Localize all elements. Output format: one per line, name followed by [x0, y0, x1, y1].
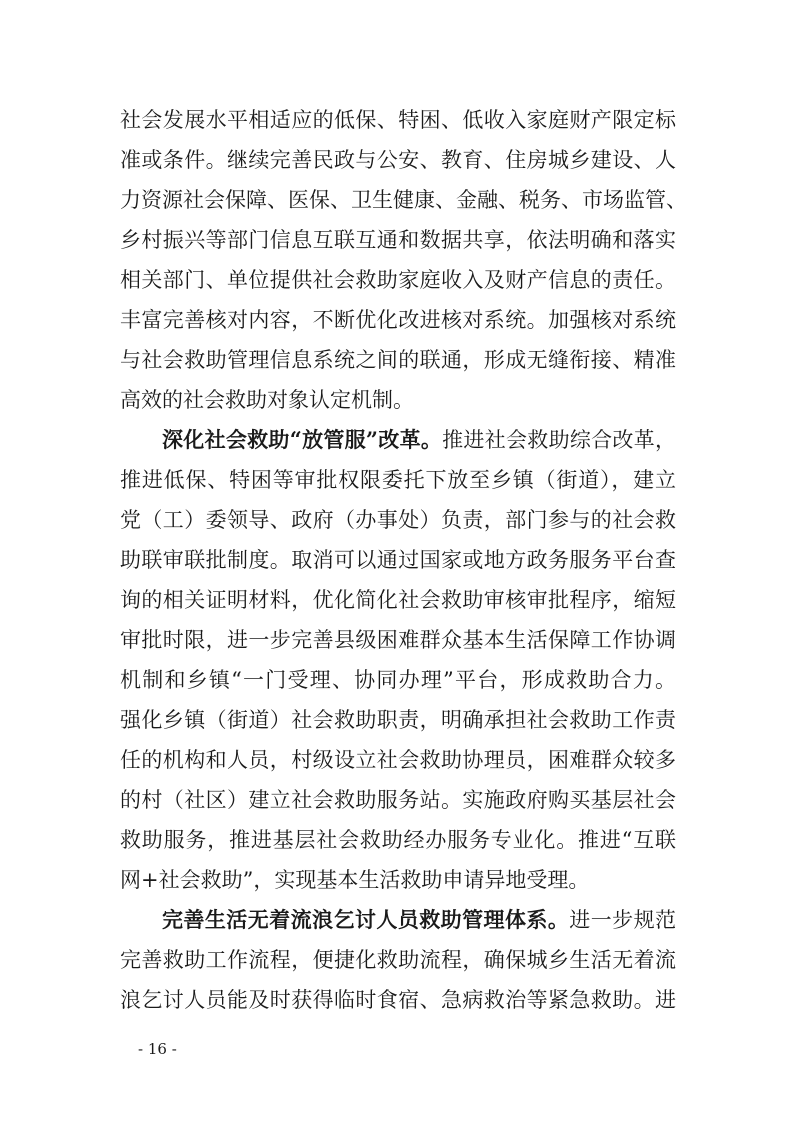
paragraph2-line: 推进低保、特困等审批权限委托下放至乡镇（街道），建立: [120, 468, 676, 492]
paragraph2-first-line: [162, 420, 676, 460]
paragraph2-heading: 深化社会救助“放管服”改革。: [162, 427, 443, 452]
paragraph2-line: 党（工）委领导、政府（办事处）负责，部门参与的社会救: [120, 508, 676, 532]
page-number: - 16 -: [138, 1040, 177, 1058]
paragraph2-first-line-text: 推进社会救助综合改革，: [442, 428, 676, 452]
paragraph2-line: 助联审联批制度。取消可以通过国家或地方政务服务平台查: [120, 548, 676, 572]
paragraph1-line: 力资源社会保障、医保、卫生健康、金融、税务、市场监管、: [120, 188, 687, 212]
paragraph3-line: 浪乞讨人员能及时获得临时食宿、急病救治等紧急救助。进: [120, 988, 676, 1012]
paragraph2-line: 审批时限，进一步完善县级困难群众基本生活保障工作协调: [120, 628, 676, 652]
paragraph3-heading: 完善生活无着流浪乞讨人员救助管理体系。: [162, 907, 570, 932]
paragraph1-line: 社会发展水平相适应的低保、特困、低收入家庭财产限定标: [120, 108, 676, 132]
paragraph1-line: 与社会救助管理信息系统之间的联通，形成无缝衔接、精准: [120, 348, 676, 372]
paragraph2-line: 机制和乡镇“一门受理、协同办理”平台，形成救助合力。: [120, 668, 676, 692]
paragraph1-line: 相关部门、单位提供社会救助家庭收入及财产信息的责任。: [120, 268, 676, 292]
paragraph2-line: 网+社会救助”，实现基本生活救助申请异地受理。: [120, 868, 590, 892]
paragraph1-line: 乡村振兴等部门信息互联互通和数据共享，依法明确和落实: [120, 228, 676, 252]
paragraph1-line: 准或条件。继续完善民政与公安、教育、住房城乡建设、人: [120, 148, 676, 172]
paragraph2-line: 救助服务，推进基层社会救助经办服务专业化。推进“互联: [120, 828, 676, 852]
paragraph3-line: 完善救助工作流程，便捷化救助流程，确保城乡生活无着流: [120, 948, 676, 972]
paragraph2-line: 强化乡镇（街道）社会救助职责，明确承担社会救助工作责: [120, 708, 676, 732]
paragraph3-first-line: [162, 900, 676, 940]
paragraph2-line: 的村（社区）建立社会救助服务站。实施政府购买基层社会: [120, 788, 676, 812]
paragraph1-line: 高效的社会救助对象认定机制。: [120, 388, 414, 412]
paragraph1-line: 丰富完善核对内容，不断优化改进核对系统。加强核对系统: [120, 308, 676, 332]
paragraph2-line: 任的机构和人员，村级设立社会救助协理员，困难群众较多: [120, 748, 676, 772]
paragraph2-line: 询的相关证明材料，优化简化社会救助审核审批程序，缩短: [120, 588, 676, 612]
paragraph3-first-line-text: 进一步规范: [569, 908, 677, 932]
